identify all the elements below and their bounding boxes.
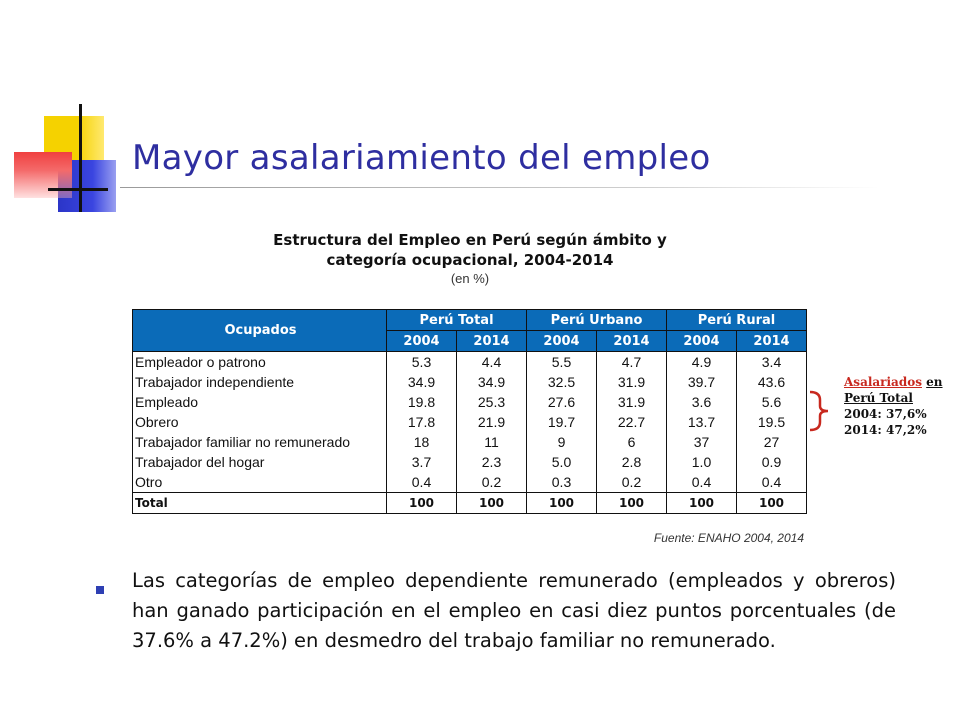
total-cell: 100 — [667, 493, 737, 514]
table-cell: 2.3 — [457, 452, 527, 472]
table-cell: 25.3 — [457, 392, 527, 412]
asalariados-note — [844, 374, 943, 438]
table-cell: 22.7 — [597, 412, 667, 432]
employment-table — [132, 309, 807, 514]
total-cell: 100 — [457, 493, 527, 514]
group-header-urbano: Perú Urbano — [527, 310, 667, 331]
table-cell: 5.5 — [527, 352, 597, 373]
table-row — [133, 392, 807, 412]
table-cell: 2.8 — [597, 452, 667, 472]
table-cell: 43.6 — [737, 372, 807, 392]
table-cell: 9 — [527, 432, 597, 452]
table-cell: 3.7 — [387, 452, 457, 472]
source-note: Fuente: ENAHO 2004, 2014 — [653, 531, 804, 545]
table-cell: 37 — [667, 432, 737, 452]
total-label: Total — [133, 493, 387, 514]
table-heading-line1: Estructura del Empleo en Perú según ámbito y — [273, 231, 667, 249]
table-cell: 17.8 — [387, 412, 457, 432]
row-label: Obrero — [133, 412, 387, 432]
total-cell: 100 — [387, 493, 457, 514]
table-cell: 3.4 — [737, 352, 807, 373]
row-label: Otro — [133, 472, 387, 493]
table-row — [133, 412, 807, 432]
note-line-2014: 2014: 47,2% — [844, 423, 927, 437]
note-word-en: en — [926, 375, 943, 389]
table-cell: 3.6 — [667, 392, 737, 412]
table-cell: 32.5 — [527, 372, 597, 392]
table-cell: 5.0 — [527, 452, 597, 472]
row-label: Trabajador del hogar — [133, 452, 387, 472]
title-divider — [120, 187, 880, 188]
table-cell: 27 — [737, 432, 807, 452]
year-header: 2014 — [737, 331, 807, 352]
table-cell: 0.3 — [527, 472, 597, 493]
table-corner-header: Ocupados — [133, 310, 387, 352]
bullet-text: Las categorías de empleo dependiente remunerado (empleados y obreros) han ganado participación en el empleo en casi diez puntos porcentuales (de 37.6% a 47.2%) en desmedro del trabajo familiar no remunerado. — [132, 569, 896, 652]
table-cell: 39.7 — [667, 372, 737, 392]
table-cell: 31.9 — [597, 372, 667, 392]
table-row — [133, 472, 807, 493]
table-cell: 0.4 — [387, 472, 457, 493]
table-cell: 31.9 — [597, 392, 667, 412]
table-cell: 0.4 — [737, 472, 807, 493]
bracket-icon — [806, 390, 842, 432]
note-word-asalariados: Asalariados — [844, 375, 922, 389]
table-row — [133, 372, 807, 392]
row-label: Trabajador familiar no remunerado — [133, 432, 387, 452]
table-cell: 5.3 — [387, 352, 457, 373]
logo-vertical-line — [79, 104, 82, 212]
table-cell: 11 — [457, 432, 527, 452]
total-cell: 100 — [527, 493, 597, 514]
group-header-rural: Perú Rural — [667, 310, 807, 331]
table-cell: 27.6 — [527, 392, 597, 412]
year-header: 2004 — [527, 331, 597, 352]
table-cell: 34.9 — [387, 372, 457, 392]
table-cell: 6 — [597, 432, 667, 452]
group-header-total: Perú Total — [387, 310, 527, 331]
year-header: 2014 — [457, 331, 527, 352]
total-row — [133, 493, 807, 514]
table-heading-unit: (en %) — [450, 271, 490, 286]
table-cell: 1.0 — [667, 452, 737, 472]
total-cell: 100 — [737, 493, 807, 514]
table-cell: 13.7 — [667, 412, 737, 432]
bullet-square-icon — [96, 586, 104, 594]
year-header: 2014 — [597, 331, 667, 352]
year-header: 2004 — [387, 331, 457, 352]
table-cell: 0.2 — [597, 472, 667, 493]
table-cell: 4.7 — [597, 352, 667, 373]
table-cell: 34.9 — [457, 372, 527, 392]
table-cell: 19.7 — [527, 412, 597, 432]
table-row — [133, 432, 807, 452]
table-row — [133, 452, 807, 472]
table-heading — [200, 230, 740, 288]
year-header: 2004 — [667, 331, 737, 352]
table-heading-line2: categoría ocupacional, 2004-2014 — [326, 251, 614, 269]
table-cell: 5.6 — [737, 392, 807, 412]
note-line-2004: 2004: 37,6% — [844, 407, 927, 421]
row-label: Trabajador independiente — [133, 372, 387, 392]
note-line-peru-total: Perú Total — [844, 391, 913, 405]
table-cell: 21.9 — [457, 412, 527, 432]
table-cell: 4.4 — [457, 352, 527, 373]
table-cell: 0.2 — [457, 472, 527, 493]
total-cell: 100 — [597, 493, 667, 514]
logo-horizontal-line — [48, 188, 108, 191]
table-cell: 0.4 — [667, 472, 737, 493]
table-cell: 18 — [387, 432, 457, 452]
table-cell: 0.9 — [737, 452, 807, 472]
table-cell: 4.9 — [667, 352, 737, 373]
row-label: Empleado — [133, 392, 387, 412]
table-cell: 19.8 — [387, 392, 457, 412]
row-label: Empleador o patrono — [133, 352, 387, 373]
table-row — [133, 352, 807, 373]
logo-red-block — [14, 152, 72, 198]
table-cell: 19.5 — [737, 412, 807, 432]
slide-title: Mayor asalariamiento del empleo — [132, 138, 711, 178]
